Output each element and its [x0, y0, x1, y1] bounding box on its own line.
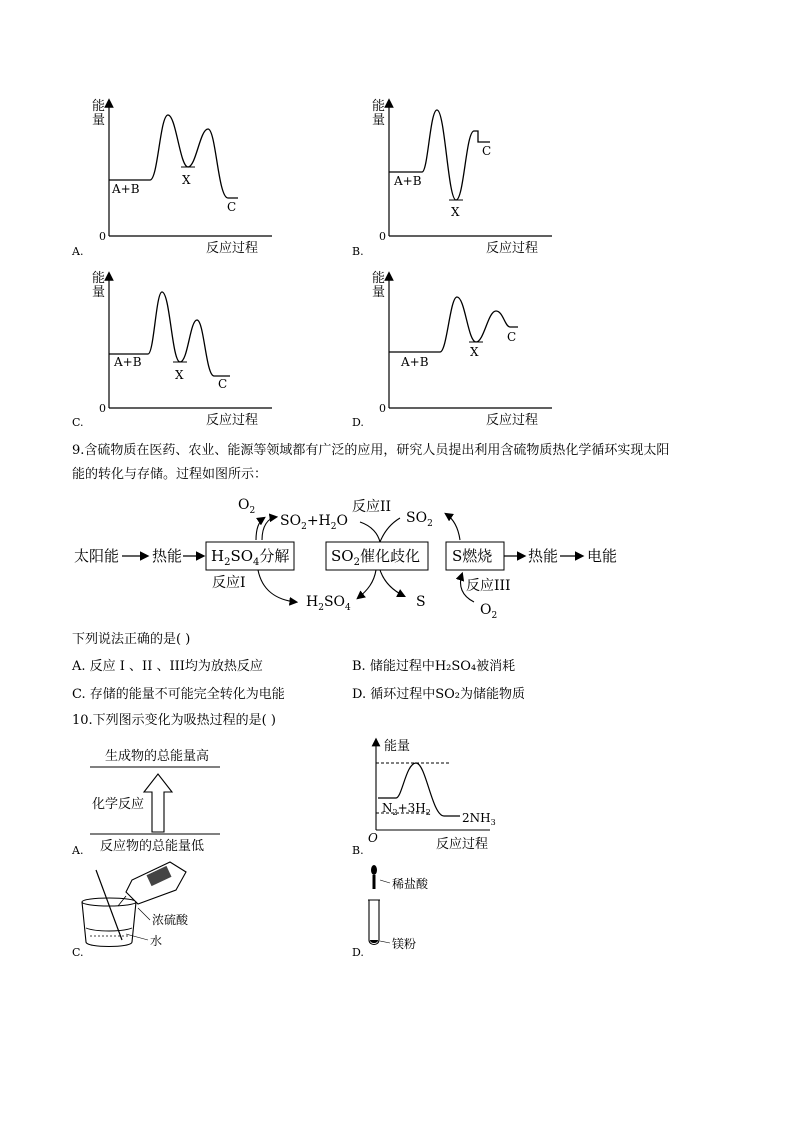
- test-tube-icon: [369, 900, 379, 945]
- heat-energy-label: 热能: [152, 547, 183, 565]
- chemical-reaction-label: 化学反应: [92, 797, 145, 812]
- sulfur-label: S: [416, 594, 426, 610]
- so2-right-label: $SO_2$: [406, 510, 433, 529]
- graph-a: [71, 98, 272, 258]
- svg-text:A+B: A+B: [401, 355, 429, 369]
- option-letter: C.: [72, 416, 84, 429]
- svg-text:C: C: [507, 330, 517, 344]
- h2so4-decomposition-box: $H_2SO_4$分解: [211, 547, 290, 568]
- heat-energy-label-2: 热能: [528, 547, 559, 565]
- electric-energy-label: 电能: [587, 547, 618, 565]
- sulfur-combustion-box: S燃烧: [452, 547, 493, 565]
- solar-energy-label: 太阳能: [74, 547, 120, 565]
- q9-stem-line1: 9.含硫物质在医药、农业、能源等领域都有广泛的应用，研究人员提出利用含硫物质热化学循环实现太阳: [72, 443, 670, 458]
- product-label: C: [227, 200, 237, 214]
- water-label: 水: [150, 934, 163, 948]
- svg-text:0: 0: [379, 230, 386, 243]
- graph-c: [72, 270, 272, 429]
- reaction-iii-label: 反应III: [466, 578, 511, 594]
- svg-text:能: 能: [372, 271, 386, 286]
- svg-text:X: X: [470, 345, 479, 359]
- svg-text:A+B: A+B: [114, 355, 142, 369]
- dilute-hcl-label: 稀盐酸: [392, 877, 429, 891]
- reaction-i-label: 反应I: [212, 575, 246, 591]
- dropper-bulb-icon: [371, 865, 377, 875]
- svg-text:反应过程: 反应过程: [486, 413, 539, 428]
- so2-h2o-label: $SO_2+H_2O$: [280, 513, 348, 532]
- n2-3h2-label: $N_2+3H_2$: [382, 801, 431, 817]
- y-label: 能量: [384, 739, 411, 754]
- figure-a[interactable]: [71, 748, 220, 857]
- svg-text:X: X: [175, 368, 184, 382]
- graph-b: [352, 98, 552, 258]
- q10-figures: [0, 730, 794, 970]
- figure-d[interactable]: [352, 865, 429, 959]
- svg-text:C: C: [482, 144, 492, 158]
- figure-c[interactable]: [72, 862, 189, 959]
- svg-text:量: 量: [92, 113, 106, 128]
- o2-bottom-label: $O_2$: [480, 602, 498, 621]
- q9-prompt: 下列说法正确的是( ): [72, 632, 191, 647]
- svg-text:反应过程: 反应过程: [206, 413, 259, 428]
- so2-disproportionation-box: $SO_2$催化歧化: [331, 547, 420, 568]
- option-letter: D.: [352, 946, 364, 959]
- option-letter: C.: [72, 946, 84, 959]
- o2-top-label: $O_2$: [238, 497, 256, 516]
- svg-text:0: 0: [379, 402, 386, 415]
- svg-text:0: 0: [99, 402, 106, 415]
- reaction-ii-label: 反应II: [352, 499, 392, 515]
- svg-text:C: C: [218, 377, 228, 391]
- h2so4-label: $H_2SO_4$: [306, 594, 351, 613]
- glass-rod: [96, 870, 122, 940]
- products-high-label: 生成物的总能量高: [105, 749, 210, 764]
- mg-powder-label: 镁粉: [392, 937, 417, 951]
- svg-text:量: 量: [372, 113, 386, 128]
- svg-text:O: O: [368, 831, 378, 845]
- intermediate-label: X: [182, 173, 191, 187]
- option-letter: D.: [352, 416, 364, 429]
- q9-choice-c[interactable]: C. 存储的能量不可能完全转化为电能: [72, 687, 285, 702]
- option-letter: B.: [352, 844, 364, 857]
- up-arrow-icon: [144, 774, 172, 832]
- q9-choice-a[interactable]: A. 反应 I 、II 、III均为放热反应: [72, 659, 263, 674]
- graph-d: [352, 270, 552, 429]
- energy-graphs: [0, 0, 794, 440]
- conc-sulfuric-acid-label: 浓硫酸: [152, 913, 189, 927]
- svg-text:X: X: [451, 205, 460, 219]
- nh3-label: $2NH_3$: [462, 811, 496, 827]
- svg-text:量: 量: [92, 285, 106, 300]
- svg-text:能: 能: [92, 271, 106, 286]
- svg-text:反应过程: 反应过程: [486, 241, 539, 256]
- reactant-label: A+B: [112, 182, 140, 196]
- svg-text:A+B: A+B: [394, 174, 422, 188]
- q10-stem: 10.下列图示变化为吸热过程的是( ): [72, 713, 276, 728]
- reactants-low-label: 反应物的总能量低: [100, 839, 205, 854]
- q9-choice-b[interactable]: B. 储能过程中H₂SO₄被消耗: [352, 659, 516, 674]
- option-letter: A.: [72, 245, 84, 258]
- svg-text:0: 0: [99, 230, 106, 243]
- y-label: 能: [92, 99, 106, 114]
- x-label: 反应过程: [436, 837, 489, 852]
- x-label: 反应过程: [206, 241, 259, 256]
- beaker-icon: [82, 902, 136, 947]
- option-letter: A.: [72, 844, 84, 857]
- svg-text:量: 量: [372, 285, 386, 300]
- figure-b[interactable]: [352, 738, 496, 857]
- option-letter: B.: [352, 245, 364, 258]
- sulfur-cycle-diagram: [0, 490, 794, 630]
- q9-choice-d[interactable]: D. 循环过程中SO₂为储能物质: [352, 687, 525, 702]
- q9-stem-line2: 能的转化与存储。过程如图所示：: [72, 467, 268, 482]
- svg-text:能: 能: [372, 99, 386, 114]
